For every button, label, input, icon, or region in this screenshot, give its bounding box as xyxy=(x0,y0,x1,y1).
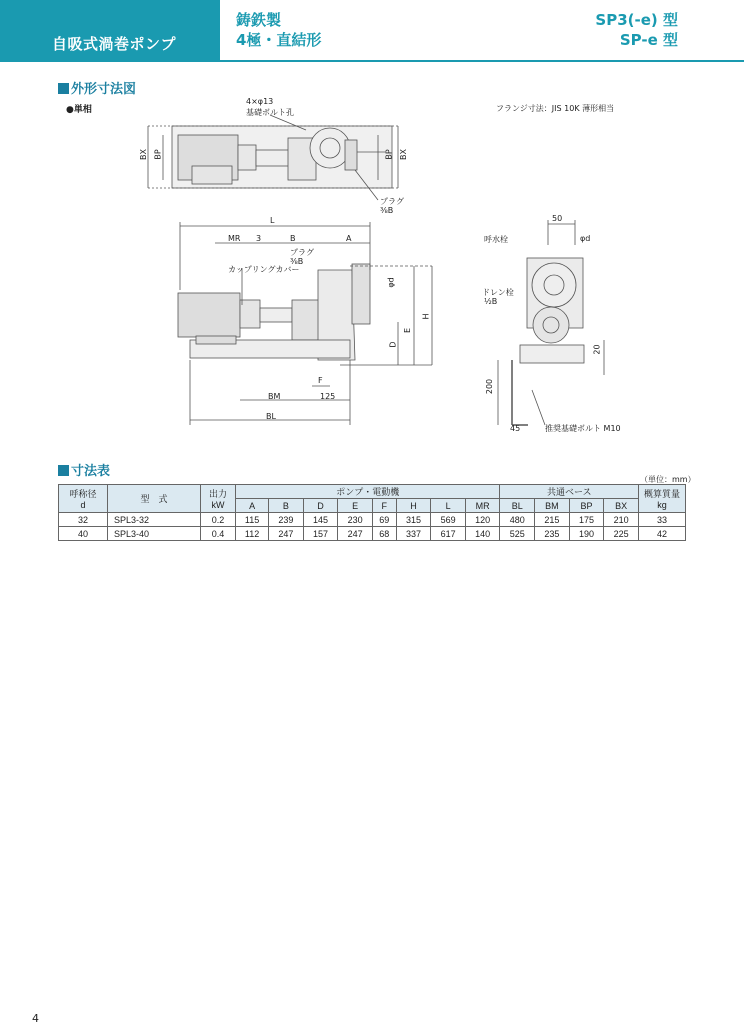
priming-label: 呼水栓 xyxy=(484,235,508,244)
base-header: 共通ベース xyxy=(500,485,639,499)
bore-header: 呼称径 d xyxy=(59,485,108,513)
model-label-1: SP3(-e) 型 xyxy=(595,11,678,29)
front-view xyxy=(498,220,604,425)
H-label: H xyxy=(421,313,431,320)
50-label: 50 xyxy=(552,214,563,223)
BL-label: BL xyxy=(266,412,276,421)
anchor-label: 推奨基礎ボルト M10 xyxy=(545,424,621,433)
E-label: E xyxy=(403,327,413,334)
page-number: 4 xyxy=(32,1012,39,1025)
MR-label: MR xyxy=(228,234,241,243)
dimension-table xyxy=(58,484,686,541)
phase-label: ●単相 xyxy=(66,105,92,115)
model-header: 型 式 xyxy=(108,485,201,513)
bp-label-left: BP xyxy=(153,149,163,160)
three-label: 3 xyxy=(256,234,262,243)
45-label: 45 xyxy=(510,424,521,433)
drain-label: ドレン栓 xyxy=(482,288,514,297)
phid-label-front: φd xyxy=(580,234,591,243)
col-BL: BL xyxy=(500,499,535,513)
bp-label-right: BP xyxy=(384,149,394,160)
table-row: 32 SPL3-32 0.2 115 239 145 230 69 315 569 120 480 215 175 210 33 xyxy=(59,513,686,527)
125-label: 125 xyxy=(320,392,336,401)
col-MR: MR xyxy=(465,499,500,513)
material-label: 鋳鉄製 xyxy=(236,11,282,29)
plug-size-side: ⅜B xyxy=(290,257,304,266)
flange-note: フランジ寸法：JIS 10K 薄形相当 xyxy=(496,104,615,113)
col-BP: BP xyxy=(569,499,604,513)
B-label: B xyxy=(290,234,296,243)
L-label: L xyxy=(270,216,275,225)
series-title: 自吸式渦巻ポンプ xyxy=(52,35,177,53)
phid-label-side: φd xyxy=(386,277,396,288)
D-label: D xyxy=(388,341,398,348)
table-row: 40 SPL3-40 0.4 112 247 157 247 68 337 617 140 525 235 190 225 42 xyxy=(59,527,686,541)
col-B: B xyxy=(269,499,304,513)
output-header: 出力 kW xyxy=(201,485,236,513)
model-label-2: SP-e 型 xyxy=(619,31,678,49)
drain-size: ½B xyxy=(484,297,498,306)
col-A: A xyxy=(236,499,269,513)
table-title: 寸法表 xyxy=(71,464,111,479)
bx-label-right: BX xyxy=(398,149,408,160)
col-D: D xyxy=(303,499,338,513)
top-view xyxy=(148,115,400,200)
200-label: 200 xyxy=(485,378,495,395)
F-label: F xyxy=(318,376,323,385)
col-L: L xyxy=(431,499,466,513)
section-heading-table xyxy=(58,460,110,479)
drawing-title: 外形寸法図 xyxy=(71,82,137,97)
col-BX: BX xyxy=(604,499,639,513)
weight-header: 概算質量 kg xyxy=(639,485,686,513)
col-F: F xyxy=(372,499,396,513)
dimension-drawing xyxy=(0,0,744,470)
pump-motor-header: ポンプ・電動機 xyxy=(236,485,500,499)
plug-label-side: プラグ xyxy=(290,248,314,257)
col-E: E xyxy=(338,499,373,513)
bolt-hole-label: 4×φ13 xyxy=(246,97,274,106)
BM-label: BM xyxy=(268,392,281,401)
spec-label: 4極・直結形 xyxy=(236,31,322,49)
plug-label-top: プラグ xyxy=(380,197,404,206)
plug-size-top: ⅜B xyxy=(380,206,394,215)
col-H: H xyxy=(396,499,431,513)
unit-note: （単位：mm） xyxy=(640,475,696,484)
col-BM: BM xyxy=(535,499,570,513)
A-label: A xyxy=(346,234,352,243)
coupling-cover-label: カップリングカバー xyxy=(228,265,300,274)
20-label: 20 xyxy=(592,344,602,355)
bolt-hole-label-2: 基礎ボルト孔 xyxy=(246,108,294,117)
bx-label-left: BX xyxy=(138,149,148,160)
